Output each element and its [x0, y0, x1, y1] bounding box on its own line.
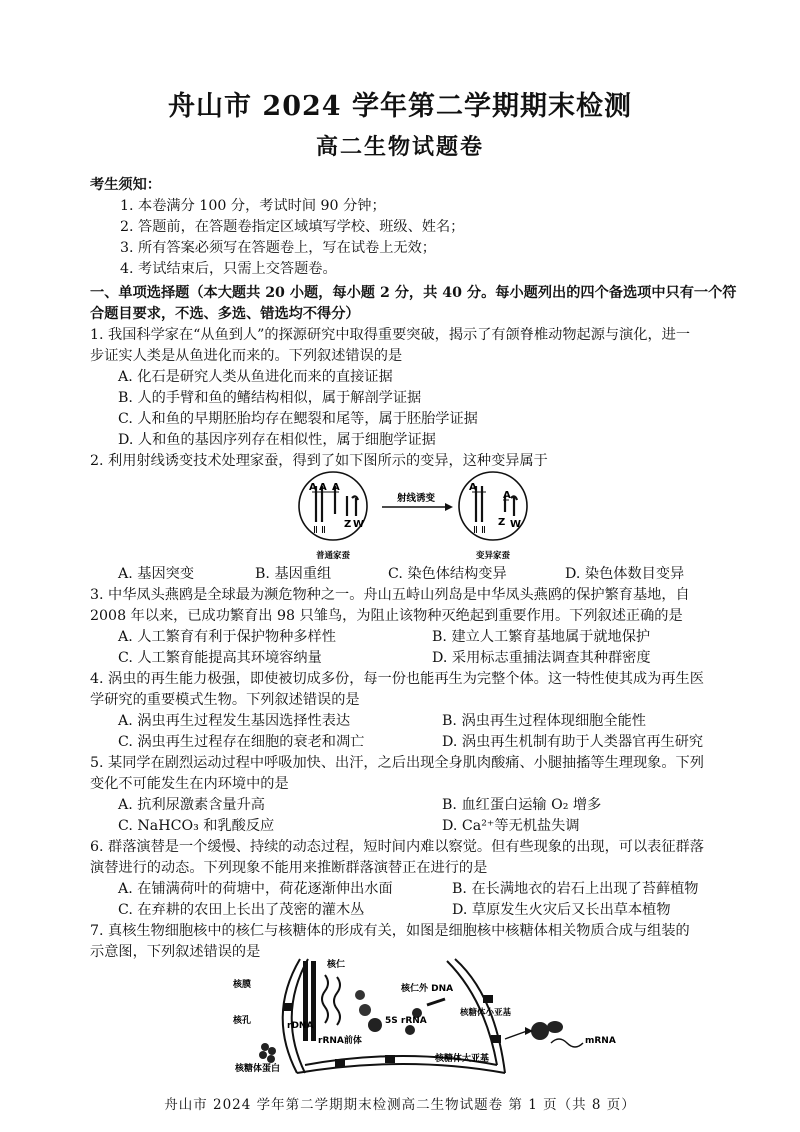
question-2-option-d: D. 染色体数目变异 — [565, 566, 685, 582]
nuclear-pore-icon — [491, 1035, 501, 1043]
chromosome-w-label: W — [353, 519, 365, 530]
question-6-option-d: D. 草原发生火灾后又长出草本植物 — [452, 902, 671, 918]
section-heading: 一、单项选择题（本大题共 20 小题，每小题 2 分，共 40 分。每小题列出的四个备选项中只有一个符 — [90, 285, 737, 301]
mutant-silkworm-caption: 变异家蚕 — [475, 551, 511, 561]
question-5-option-b: B. 血红蛋白运输 O₂ 增多 — [442, 797, 602, 813]
question-3-option-a: A. 人工繁育有利于保护物种多样性 — [118, 629, 336, 645]
question-1-option-b: B. 人的手臂和鱼的鳍结构相似，属于解剖学证据 — [118, 390, 422, 406]
question-4-option-d: D. 涡虫再生机制有助于人类器官再生研究 — [442, 734, 704, 750]
question-6-stem-cont: 演替进行的动态。下列现象不能用来推断群落演替正在进行的是 — [90, 860, 488, 876]
nuclear-envelope-label: 核膜 — [233, 980, 252, 990]
question-3-option-b: B. 建立人工繁育基地属于就地保护 — [432, 629, 651, 645]
extra-dna-label: 核仁外 DNA — [401, 984, 454, 994]
chromosome-w-label: W — [510, 519, 522, 530]
ribosome-assembly-diagram — [205, 955, 625, 1077]
chromosome-2-label: Ⅱ — [473, 525, 478, 536]
rrna-transcript — [334, 977, 340, 1025]
arrow-head-icon — [445, 503, 453, 511]
question-5-option-a: A. 抗利尿激素含量升高 — [118, 797, 265, 813]
question-7-stem-cont: 示意图，下列叙述错误的是 — [90, 944, 261, 960]
question-3-option-d: D. 采用标志重捕法调查其种群密度 — [432, 650, 651, 666]
question-7-stem: 7. 真核生物细胞核中的核仁与核糖体的形成有关，如图是细胞核中核糖体相关物质合成与组装的 — [90, 923, 690, 939]
mutant-chromosomes — [476, 486, 517, 522]
small-subunit-icon — [547, 1021, 563, 1033]
nuclear-pore-icon — [283, 1003, 293, 1011]
rdna-label: rDNA — [287, 1021, 314, 1031]
question-5-stem-cont: 变化不可能发生在内环境中的是 — [90, 776, 289, 792]
question-1-option-d: D. 人和鱼的基因序列存在相似性，属于细胞学证据 — [118, 432, 436, 448]
rrna-5s-label: 5S rRNA — [385, 1016, 427, 1026]
chromosome-z-label: Z — [344, 519, 352, 530]
question-2-option-b: B. 基因重组 — [255, 566, 332, 582]
rrna-transcript — [322, 975, 328, 1023]
question-2-option-a: A. 基因突变 — [118, 566, 195, 582]
large-subunit-icon — [531, 1022, 549, 1040]
question-5-stem: 5. 某同学在剧烈运动过程中呼吸加快、出汗，之后出现全身肌肉酸痛、小腿抽搐等生理现象。下列 — [90, 755, 704, 771]
page-footer: 舟山市 2024 学年第二学期期末检测高二生物试题卷 第 1 页（共 8 页） — [164, 1097, 636, 1113]
question-6-option-a: A. 在铺满荷叶的荷塘中，荷花逐渐伸出水面 — [118, 881, 393, 897]
chromosome-2-label: Ⅱ — [321, 525, 326, 536]
notice-item: 3. 所有答案必须写在答题卷上，写在试卷上无效； — [120, 240, 436, 256]
question-6-stem: 6. 群落演替是一个缓慢、持续的动态过程，短时间内难以察觉。但有些现象的出现，可以表征群落 — [90, 839, 704, 855]
arrow-label: 射线诱变 — [396, 493, 436, 504]
question-5-option-d: D. Ca²⁺等无机盐失调 — [442, 818, 580, 834]
question-3-option-c: C. 人工繁育能提高其环境容纳量 — [118, 650, 322, 666]
gene-a-label: A — [309, 482, 317, 493]
notice-item: 2. 答题前，在答题卷指定区域填写学校、班级、姓名； — [120, 219, 465, 235]
mrna-label: mRNA — [585, 1036, 616, 1046]
question-1-option-a: A. 化石是研究人类从鱼进化而来的直接证据 — [118, 369, 393, 385]
question-4-option-c: C. 涡虫再生过程存在细胞的衰老和凋亡 — [118, 734, 365, 750]
question-2-stem: 2. 利用射线诱变技术处理家蚕，得到了如下图所示的变异，这种变异属于 — [90, 453, 548, 469]
ribosomal-protein-label: 核糖体蛋白 — [235, 1064, 281, 1074]
notice-item: 4. 考试结束后，只需上交答题卷。 — [120, 261, 337, 277]
chromosome-2-label: Ⅱ — [481, 525, 486, 536]
small-subunit-label: 核糖体小亚基 — [460, 1008, 512, 1018]
question-3-stem: 3. 中华凤头燕鸥是全球最为濒危物种之一。舟山五峙山列岛是中华凤头燕鸥的保护繁育基地，自 — [90, 587, 690, 603]
question-4-option-b: B. 涡虫再生过程体现细胞全能性 — [442, 713, 646, 729]
question-4-option-a: A. 涡虫再生过程发生基因选择性表达 — [118, 713, 351, 729]
nuclear-pore-icon — [483, 995, 493, 1003]
question-6-option-c: C. 在弃耕的农田上长出了茂密的灌木丛 — [118, 902, 365, 918]
nuclear-pore-label: 核孔 — [233, 1016, 252, 1026]
nucleolus-label: 核仁 — [327, 960, 346, 970]
gene-a-label: A — [469, 482, 477, 493]
normal-silkworm-caption: 普通家蚕 — [315, 551, 351, 561]
question-2-figure — [290, 470, 570, 562]
question-3-stem-cont: 2008 年以来，已成功繁育出 98 只雏鸟，为阻止该物种灭绝起到重要作用。下列叙述正确的是 — [90, 608, 683, 624]
chromosome-2-label: Ⅱ — [313, 525, 318, 536]
question-4-stem-cont: 学研究的重要模式生物。下列叙述错误的是 — [90, 692, 360, 708]
nuclear-pore-icon — [385, 1055, 395, 1063]
section-heading-cont: 合题目要求，不选、多选、错选均不得分） — [90, 306, 360, 322]
chromosome-z-label: Z — [498, 517, 506, 528]
question-7-figure — [205, 955, 625, 1077]
paper-subtitle: 高二生物试题卷 — [315, 134, 484, 160]
question-1-option-c: C. 人和鱼的早期胚胎均存在鳃裂和尾等，属于胚胎学证据 — [118, 411, 478, 427]
rrna-precursor-label: rRNA前体 — [318, 1036, 362, 1046]
gene-a-label: A — [332, 482, 340, 493]
question-2-option-c: C. 染色体结构变异 — [388, 566, 507, 582]
question-5-option-c: C. NaHCO₃ 和乳酸反应 — [118, 818, 275, 834]
gene-a-label: A — [503, 490, 511, 501]
gene-a-label: A — [319, 482, 327, 493]
nuclear-pore-icon — [335, 1059, 345, 1067]
question-1-stem: 1. 我国科学家在“从鱼到人”的探源研究中取得重要突破，揭示了有颌脊椎动物起源与演化，进一 — [90, 327, 691, 343]
extra-dna-strand — [427, 999, 445, 1005]
preribosome-particle — [368, 1018, 382, 1032]
exam-title: 舟山市 2024 学年第二学期期末检测 — [168, 91, 632, 122]
chromosome-diagram — [290, 470, 570, 562]
notice-item: 1. 本卷满分 100 分，考试时间 90 分钟； — [120, 198, 386, 214]
question-1-stem-cont: 步证实人类是从鱼进化而来的。下列叙述错误的是 — [90, 348, 403, 364]
large-subunit-label: 核糖体大亚基 — [435, 1054, 490, 1064]
mrna-strand — [551, 1039, 583, 1047]
question-6-option-b: B. 在长满地衣的岩石上出现了苔藓植物 — [452, 881, 699, 897]
question-4-stem: 4. 涡虫的再生能力极强，即使被切成多份，每一份也能再生为完整个体。这一特性使其成为再生医 — [90, 671, 704, 687]
notice-heading: 考生须知： — [90, 177, 161, 193]
